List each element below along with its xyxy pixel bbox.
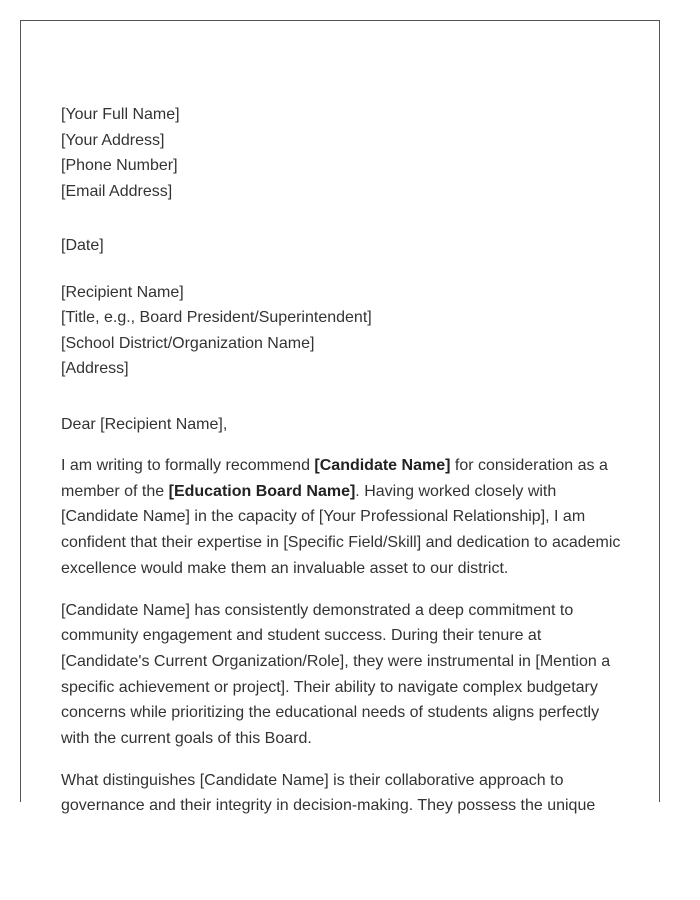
salutation: Dear [Recipient Name], bbox=[61, 415, 228, 433]
date-block bbox=[61, 233, 626, 259]
body-paragraph-2: [Candidate Name] has consistently demonstrated a deep commitment to community engagement and student success. During their tenure at [Candidate's Current Organization/Role], they were instrumental in [Mention a specific achievement or project]. Their ability to navigate complex budgetary concerns while prioritizing the educational needs of students aligns perfectly with the current goals of this Board. bbox=[61, 601, 611, 748]
board-name-bold: [Education Board Name] bbox=[168, 482, 356, 500]
letter-date: [Date] bbox=[61, 237, 104, 254]
recipient-block bbox=[61, 280, 626, 382]
recipient-title: [Title, e.g., Board President/Superintendent] bbox=[61, 309, 372, 326]
paragraph-1-text-c: . Having worked closely with [Candidate Name] in the capacity of [Your Professional Relationship], I am confident that their expertise in [Specific Field/Skill] and dedication to academic excellence would make them an invaluable asset to our district. bbox=[61, 482, 621, 577]
letter-content bbox=[61, 102, 626, 819]
sender-phone: [Phone Number] bbox=[61, 157, 178, 174]
letter-page bbox=[20, 20, 660, 815]
paragraph-1-text-b: for consideration as a member of the bbox=[61, 457, 608, 500]
recipient-organization: [School District/Organization Name] bbox=[61, 334, 315, 352]
sender-email: [Email Address] bbox=[61, 182, 173, 200]
body-paragraph-3: What distinguishes [Candidate Name] is their collaborative approach to governance and their integrity in decision-making. They possess the unique bbox=[61, 771, 596, 815]
body-paragraph-1 bbox=[61, 453, 626, 582]
paragraph-1-text-a: I am writing to formally recommend bbox=[61, 457, 315, 474]
recipient-name: [Recipient Name] bbox=[61, 283, 184, 301]
sender-address: [Your Address] bbox=[61, 131, 165, 149]
recipient-address: [Address] bbox=[61, 360, 129, 377]
sender-block bbox=[61, 102, 626, 204]
candidate-name-bold: [Candidate Name] bbox=[314, 457, 451, 474]
sender-name: [Your Full Name] bbox=[61, 106, 180, 123]
